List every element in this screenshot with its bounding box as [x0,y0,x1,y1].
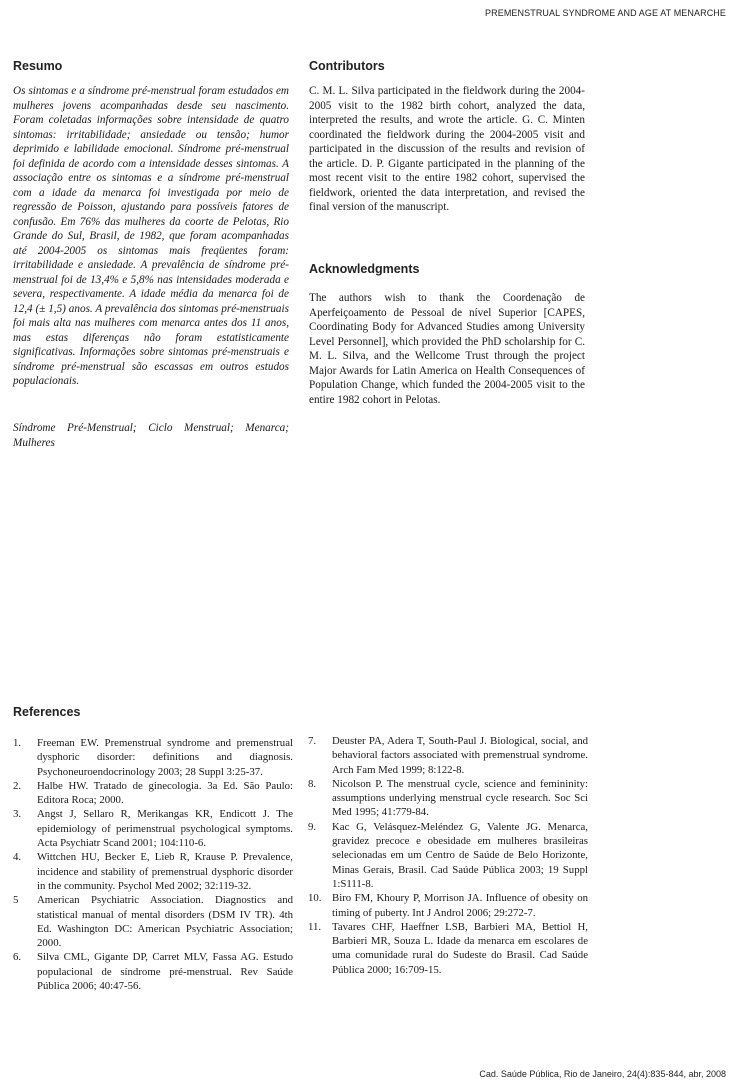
reference-item [308,920,588,977]
references-list-left [13,736,293,993]
contributors-title: Contributors [309,59,385,73]
keywords: Síndrome Pré-Menstrual; Ciclo Menstrual; Menarca; Mulheres [13,422,289,449]
journal-footer: Cad. Saúde Pública, Rio de Janeiro, 24(4):835-844, abr, 2008 [479,1069,726,1079]
resumo-title: Resumo [13,59,63,73]
acknowledgments-body: The authors wish to thank the Coordenação de Aperfeiçoamento de Pessoal de nível Superior [CAPES, Coordinating Body for Advanced Studies among University Level Personnel], which provided the PhD scholarship for C. M. L. Silva, and the Wellcome Trust through the project Major Awards for Latin America on Health Consequences of Population Change, which funded the 2004-2005 visit to the entire 1982 cohort in Pelotas. [309,292,585,406]
reference-number: 4. [13,851,22,864]
reference-text: Deuster PA, Adera T, South-Paul J. Biological, social, and behavioral factors associated with premenstrual syndrome. Arch Fam Med 1999; 8:122-8. [332,735,588,776]
references-list-right [308,734,588,977]
reference-item [308,734,588,777]
reference-text: Nicolson P. The menstrual cycle, science and femininity: assumptions underlying menstrual cycle research. Soc Sci Med 1995; 41:779-84. [332,777,588,819]
reference-number: 3. [13,808,22,821]
reference-text: Biro FM, Khoury P, Morrison JA. Influence of obesity on timing of puberty. Int J Androl 2006; 29:272-7. [332,892,588,919]
resumo-body: Os sintomas e a síndrome pré-menstrual foram estudados em mulheres jovens acompanhadas desde seu nascimento. Foram coletadas informações sobre intensidade de quatro sintomas: irritabilidade; ansiedade ou tensão; humor deprimido e labilidade emocional. Síndrome pré-menstrual foi definida de acordo com a intensidade desses sintomas. A associação entre os sintomas e a síndrome pré-menstrual com a idade da menarca foi investigada por meio de regressão de Poisson, ajustando para possíveis fatores de confusão. Em 76% das mulheres da coorte de Pelotas, Rio Grande do Sul, Brasil, de 1982, que foram acompanhadas até 2004-2005 os sintomas mais freqüentes foram: irritabilidade e ansiedade. A prevalência de síndrome pré-menstrual foi de 13,4% e 5,8% nas intensidades moderada e severa, respectivamente. A idade média da menarca foi de 12,4 (± 1,5) anos. A prevalência dos sintomas pré-menstruais foi mais alta nas mulheres com menarca antes dos 11 anos, mas estas diferenças não foram estatisticamente significativas. Informações sobre sintomas pré-menstruais e síndrome pré-menstrual são escassas em outros estudos populacionais. [13,85,289,387]
references-title: References [13,705,81,719]
reference-number: 9. [308,820,317,833]
reference-item [13,950,293,993]
reference-number: 11. [308,920,322,933]
reference-text: American Psychiatric Association. Diagnostics and statistical manual of mental disorders (DSM IV TR). 4th Ed. Washington DC: American Psychiatric Association; 2000. [37,894,293,950]
running-head: PREMENSTRUAL SYNDROME AND AGE AT MENARCHE [485,8,726,18]
reference-item [308,891,588,920]
reference-item [13,807,293,850]
reference-number: 1. [13,737,22,749]
acknowledgments-title: Acknowledgments [309,262,420,276]
reference-text: Angst J, Sellaro R, Merikangas KR, Endicott J. The epidemiology of perimenstrual psychological symptoms. Acta Psychiatr Scand 2001; 104:110-6. [37,808,293,850]
reference-text: Freeman EW. Premenstrual syndrome and premenstrual dysphoric disorder: definitions and diagnosis. Psychoneuroendocrinology 2003; 28 Suppl 3:25-37. [37,737,293,778]
reference-item [13,893,293,950]
reference-item [13,850,293,893]
reference-item [13,779,293,808]
reference-text: Kac G, Velásquez-Meléndez G, Valente JG. Menarca, gravidez precoce e obesidade em mulheres brasileiras selecionadas em um Centro de Saúde de Belo Horizonte, Minas Gerais, Brasil. Cad Saúde Pública 2003; 19 Suppl 1:S111-8. [332,820,588,890]
reference-text: Wittchen HU, Becker E, Lieb R, Krause P. Prevalence, incidence and stability of premenstrual dysphoric disorder in the community. Psychol Med 2002; 32:119-32. [37,851,293,892]
contributors-body: C. M. L. Silva participated in the fieldwork during the 2004-2005 visit to the 1982 birth cohort, analyzed the data, interpreted the results, and wrote the article. G. C. Minten coordinated the fieldwork during the 2004-2005 visit and participated in the discussion of the results and revision of the article. D. P. Gigante participated in the planning of the most recent visit to the entire 1982 cohort, supervised the fieldwork, oriented the data interpretation, and revised the final version of the manuscript. [309,85,585,213]
reference-number: 2. [13,779,22,792]
reference-number: 6. [13,951,22,964]
reference-number: 7. [308,735,317,747]
reference-number: 10. [308,892,322,905]
reference-number: 5 [13,894,19,907]
reference-item [308,777,588,820]
reference-item [308,820,588,891]
reference-text: Tavares CHF, Haeffner LSB, Barbieri MA, Bettiol H, Barbieri MR, Souza L. Idade da menarca em escolares de uma comunidade rural do Sudeste do Brasil. Cad Saúde Pública 2000; 16:709-15. [332,920,588,976]
reference-number: 8. [308,777,317,790]
reference-item [13,736,293,779]
reference-text: Silva CML, Gigante DP, Carret MLV, Fassa AG. Estudo populacional de síndrome pré-menstrual. Rev Saúde Pública 2006; 40:47-56. [37,951,293,993]
reference-text: Halbe HW. Tratado de ginecologia. 3a Ed. São Paulo: Editora Roca; 2000. [37,779,293,807]
